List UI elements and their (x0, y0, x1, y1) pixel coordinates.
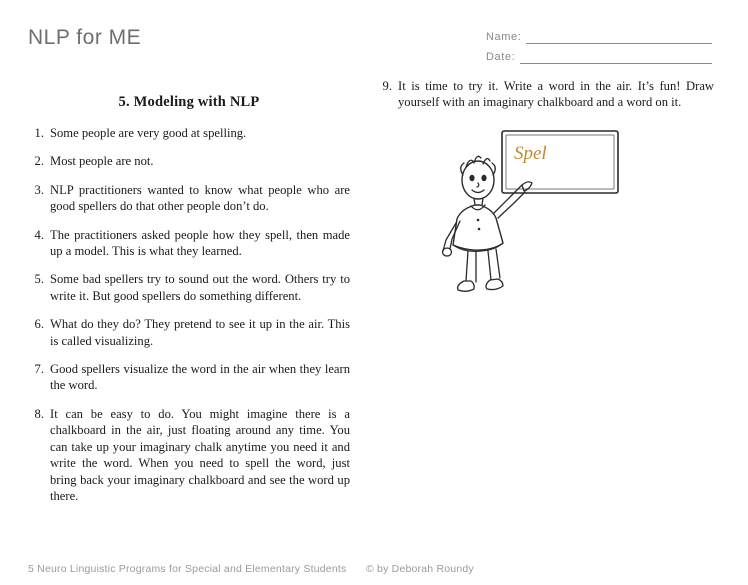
footer-left-text: 5 Neuro Linguistic Programs for Special and Elementary Students (28, 563, 347, 575)
left-column (28, 94, 350, 516)
list-item-text: What do they do? They pretend to see it up in the air. This is called visualizing. (50, 317, 350, 348)
list-item-text: Some people are very good at spelling. (50, 126, 247, 140)
page-title: NLP for ME (28, 26, 142, 49)
list-item (28, 153, 350, 169)
section-heading: 5. Modeling with NLP (118, 94, 260, 110)
list-item (28, 361, 350, 394)
name-write-line[interactable] (526, 43, 712, 44)
name-field-row (486, 30, 712, 50)
list-item-number: 4. (34, 227, 44, 242)
list-item (28, 227, 350, 260)
list-item (28, 271, 350, 304)
list-item-number: 9. (382, 79, 392, 93)
numbered-list (28, 125, 350, 504)
list-item (376, 78, 714, 111)
list-item-number: 5. (34, 272, 44, 287)
list-item (28, 316, 350, 349)
list-item-text: It can be easy to do. You might imagine there is a chalkboard in the air, just floating around any time. You can take up your imaginary chalk anytime you need it and write the word. When you need to spell the word, just bring back your imaginary chalkboard and see the word up there. (50, 406, 350, 503)
list-item-text: It is time to try it. Write a word in the air. It’s fun! Draw yourself with an imaginary chalkboard and a word on it. (398, 79, 714, 110)
svg-text:Spel: Spel (514, 142, 547, 164)
list-item-text: NLP practitioners wanted to know what people who are good spellers do that other people don’t do. (50, 182, 350, 214)
list-item-text: Good spellers visualize the word in the air when they learn the word. (50, 362, 350, 393)
date-write-line[interactable] (520, 63, 712, 64)
name-date-block (486, 30, 712, 70)
list-item-number: 7. (34, 362, 44, 377)
footer-copyright: © by Deborah Roundy (366, 563, 474, 575)
list-item-number: 2. (34, 154, 44, 169)
list-item-text: The practitioners asked people how they spell, then made up a model. This is what they learned. (50, 227, 350, 259)
list-item (28, 182, 350, 215)
drawing-girl-at-chalkboard (410, 125, 714, 320)
list-item (28, 125, 350, 141)
list-item-text: Most people are not. (50, 154, 154, 169)
list-item-number: 3. (34, 182, 44, 197)
list-item-number: 8. (34, 406, 44, 421)
date-label: Date: (486, 51, 516, 63)
list-item (28, 406, 350, 504)
list-item-number: 6. (34, 317, 44, 332)
date-field-row (486, 50, 712, 70)
list-item-number: 1. (34, 126, 44, 140)
name-label: Name: (486, 31, 522, 43)
right-column (376, 78, 714, 320)
list-item-text: Some bad spellers try to sound out the word. Others try to write it. But good spellers do something different. (50, 272, 350, 303)
